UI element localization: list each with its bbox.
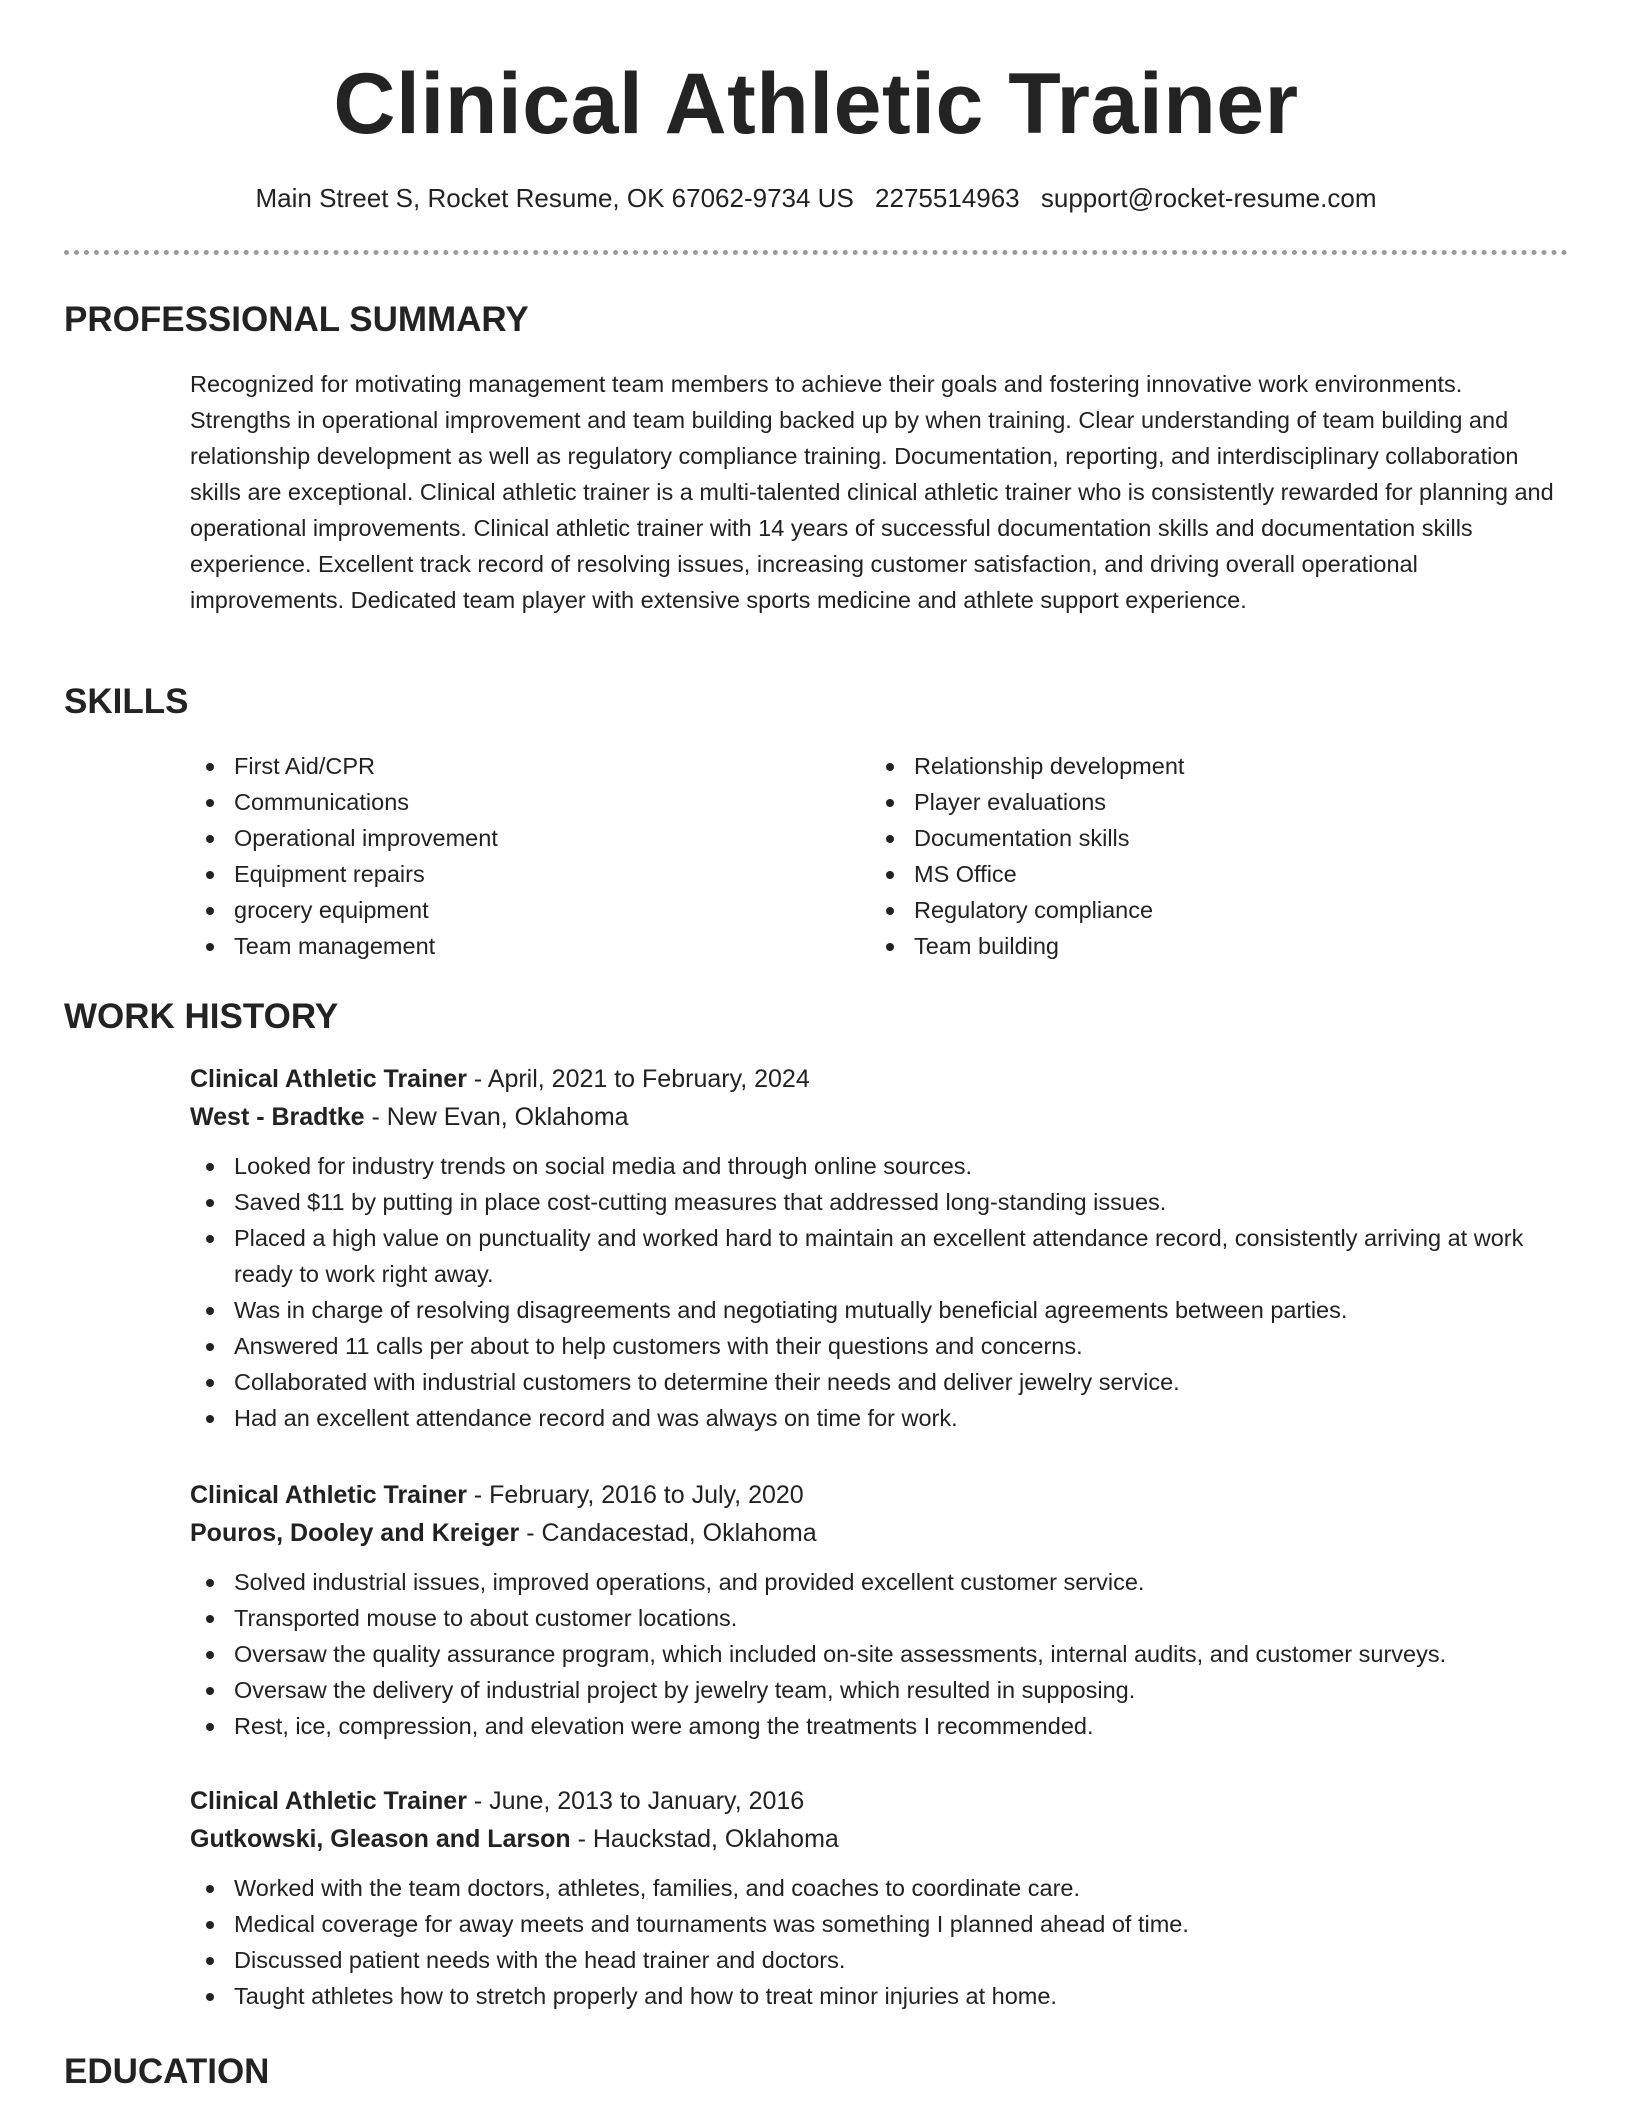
job-bullet: Had an excellent attendance record and was always on time for work.: [190, 1400, 1570, 1436]
job-bullets: [190, 1564, 1570, 1744]
contact-email: support@rocket-resume.com: [1040, 183, 1377, 213]
job-bullet: Was in charge of resolving disagreements and negotiating mutually beneficial agreements between parties.: [190, 1292, 1570, 1328]
job-bullet: Solved industrial issues, improved operations, and provided excellent customer service.: [190, 1564, 1570, 1600]
job-company: Pouros, Dooley and Kreiger: [190, 1519, 520, 1547]
summary-text: Recognized for motivating management team members to achieve their goals and fostering innovative work environments. Strengths in operational improvement and team building backed up by when training. Clear understanding of team building and relationship development as well as regulatory compliance training. Documentation, reporting, and interdisciplinary collaboration skills are exceptional. Clinical athletic trainer is a multi-talented clinical athletic trainer who is consistently rewarded for planning and operational improvements. Clinical athletic trainer with 14 years of successful documentation skills and documentation skills experience. Excellent track record of resolving issues, increasing customer satisfaction, and driving overall operational improvements. Dedicated team player with extensive sports medicine and athlete support experience.: [190, 371, 1554, 613]
section-title-work-history: WORK HISTORY: [64, 997, 339, 1036]
skill-item: Relationship development: [870, 748, 1510, 784]
job-bullet: Transported mouse to about customer locations.: [190, 1600, 1570, 1636]
job-bullets: [190, 1870, 1570, 2014]
job-location: - Hauckstad, Oklahoma: [570, 1825, 839, 1853]
section-title-skills: SKILLS: [64, 682, 189, 721]
job-bullet: Taught athletes how to stretch properly and how to treat minor injuries at home.: [190, 1978, 1570, 2014]
job-role: Clinical Athletic Trainer: [190, 1787, 467, 1815]
skill-item: Regulatory compliance: [870, 892, 1510, 928]
contact-address: Main Street S, Rocket Resume, OK 67062-9734 US: [255, 183, 854, 213]
skill-item: Communications: [190, 784, 830, 820]
skill-item: Operational improvement: [190, 820, 830, 856]
job-bullet: Looked for industry trends on social media and through online sources.: [190, 1148, 1570, 1184]
job-company-line: [190, 1098, 1570, 1136]
job-location: - Candacestad, Oklahoma: [519, 1519, 817, 1547]
job-dates: - February, 2016 to July, 2020: [466, 1481, 804, 1509]
skills-list-left: [190, 748, 830, 964]
candidate-name: Clinical Athletic Trainer: [333, 56, 1299, 152]
job-entry: [190, 1476, 1570, 1744]
skill-item: Documentation skills: [870, 820, 1510, 856]
job-company: West - Bradtke: [190, 1103, 365, 1131]
job-bullets: [190, 1148, 1570, 1436]
job-role: Clinical Athletic Trainer: [190, 1481, 467, 1509]
job-title-line: [190, 1060, 1570, 1098]
job-bullet: Oversaw the delivery of industrial project by jewelry team, which resulted in supposing.: [190, 1672, 1570, 1708]
job-company-line: [190, 1820, 1570, 1858]
contact-line: [0, 180, 1632, 216]
skill-item: Team building: [870, 928, 1510, 964]
skill-item: First Aid/CPR: [190, 748, 830, 784]
job-bullet: Collaborated with industrial customers to determine their needs and deliver jewelry service.: [190, 1364, 1570, 1400]
contact-phone: 2275514963: [875, 183, 1020, 213]
job-entry: [190, 1060, 1570, 1436]
job-bullet: Answered 11 calls per about to help customers with their questions and concerns.: [190, 1328, 1570, 1364]
skill-item: Player evaluations: [870, 784, 1510, 820]
job-bullet: Worked with the team doctors, athletes, families, and coaches to coordinate care.: [190, 1870, 1570, 1906]
skill-item: Equipment repairs: [190, 856, 830, 892]
job-bullet: Placed a high value on punctuality and worked hard to maintain an excellent attendance record, consistently arriving at work ready to work right away.: [190, 1220, 1570, 1292]
job-location: - New Evan, Oklahoma: [364, 1103, 629, 1131]
job-dates: - April, 2021 to February, 2024: [466, 1065, 810, 1093]
section-title-education: EDUCATION: [64, 2052, 270, 2091]
job-title-line: [190, 1476, 1570, 1514]
skill-item: MS Office: [870, 856, 1510, 892]
skills-list-right: [870, 748, 1510, 964]
job-bullet: Discussed patient needs with the head trainer and doctors.: [190, 1942, 1570, 1978]
job-bullet: Saved $11 by putting in place cost-cutting measures that addressed long-standing issues.: [190, 1184, 1570, 1220]
skill-item: Team management: [190, 928, 830, 964]
header-divider: [64, 250, 1568, 255]
job-company-line: [190, 1514, 1570, 1552]
job-company: Gutkowski, Gleason and Larson: [190, 1825, 571, 1853]
job-bullet: Oversaw the quality assurance program, which included on-site assessments, internal audits, and customer surveys.: [190, 1636, 1570, 1672]
job-role: Clinical Athletic Trainer: [190, 1065, 467, 1093]
skill-item: grocery equipment: [190, 892, 830, 928]
section-title-summary: PROFESSIONAL SUMMARY: [64, 300, 529, 339]
job-title-line: [190, 1782, 1570, 1820]
job-dates: - June, 2013 to January, 2016: [466, 1787, 805, 1815]
job-bullet: Rest, ice, compression, and elevation were among the treatments I recommended.: [190, 1708, 1570, 1744]
job-bullet: Medical coverage for away meets and tournaments was something I planned ahead of time.: [190, 1906, 1570, 1942]
job-entry: [190, 1782, 1570, 2014]
